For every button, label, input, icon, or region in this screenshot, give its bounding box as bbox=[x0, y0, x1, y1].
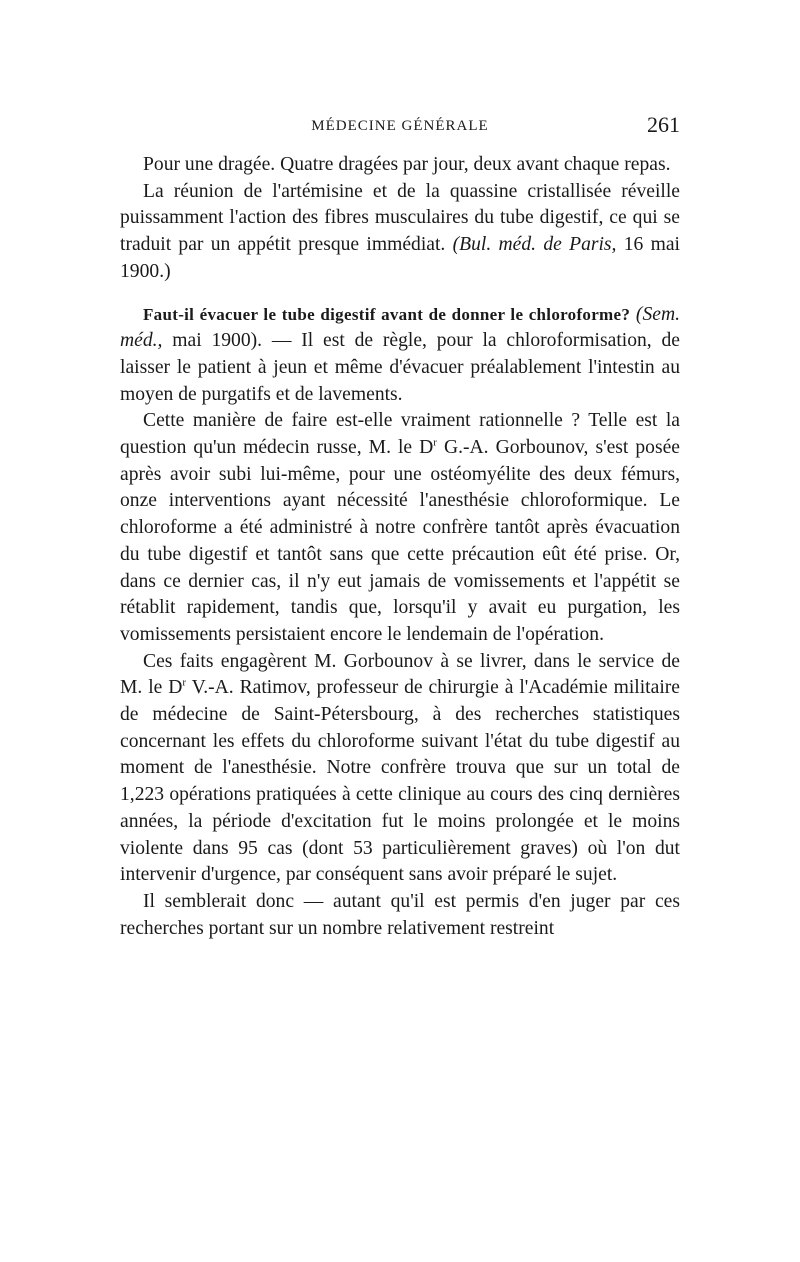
section-intro-text: mai 1900). — Il est de règle, pour la chloroformisation, de laisser le patient à jeun et même d'évacuer préalablement l'intestin au moyen de purgatifs et de lavements. bbox=[120, 330, 680, 405]
paragraph-statistics-a: Ces faits engagèrent M. Gorbounov à se livrer, dans le service de M. le D bbox=[120, 650, 680, 699]
paragraph-statistics-b: V.-A. Ratimov, professeur de chirurgie à l'Académie militaire de médecine de Saint-Pétersbourg, à des recherches statistiques concernant les effets du chloroforme suivant l'état du tube digestif au moment de l'anesthésie. Notre confrère trouva que sur un total de 1,223 opérations pratiquées à cette clinique au cours des cinq dernières années, la période d'excitation fut le moins prolongée et le moins violente dans 95 cas (dont 53 particulièrement graves) où l'on dut intervenir d'urgence, par conséquent sans avoir préparé le sujet. bbox=[120, 677, 680, 886]
paragraph-artemisine bbox=[120, 179, 680, 286]
paragraph-gorbounov-question bbox=[120, 408, 680, 648]
paragraph-statistics bbox=[120, 649, 680, 889]
section-gap bbox=[120, 286, 680, 302]
source-date: 16 mai 1900.) bbox=[120, 234, 680, 282]
doctor-abbrev-sup: r bbox=[182, 676, 187, 689]
paragraph-dosage: Pour une dragée. Quatre dragées par jour, deux avant chaque repas. bbox=[143, 154, 671, 175]
book-page bbox=[120, 110, 680, 942]
page-number: 261 bbox=[647, 112, 680, 137]
section-source-journal: (Sem. méd., bbox=[120, 303, 680, 352]
source-journal: (Bul. méd. de Paris, bbox=[452, 234, 617, 256]
running-title: MÉDECINE GÉNÉRALE bbox=[311, 118, 489, 134]
paragraph-artemisine-text: La réunion de l'artémisine et de la quassine cristallisée réveille puissamment l'action des fibres musculaires du tube digestif, ce qui se traduit par un appétit presque immédiat. bbox=[120, 180, 680, 256]
paragraph-gorbounov-question-a: Cette manière de faire est-elle vraiment rationnelle ? Telle est la question qu'un médecin russe, M. le D bbox=[120, 410, 680, 459]
paragraph-section-intro bbox=[120, 302, 680, 409]
doctor-abbrev-sup: r bbox=[433, 436, 437, 449]
section-title: Faut-il évacuer le tube digestif avant de donner le chloroforme? bbox=[143, 304, 631, 324]
paragraph-gorbounov-question-b: G.-A. Gorbounov, s'est posée après avoir subi lui-même, pour une ostéomyélite des deux fémurs, onze interventions ayant nécessité l'anesthésie chloroformique. Le chloroforme a été administré à notre confrère tantôt après évacuation du tube digestif et tantôt sans que cette précaution eût été prise. Or, dans ce dernier cas, il n'y eut jamais de vomissements et l'appétit se rétablit rapidement, tandis que, lorsqu'il y avait eu purgation, les vomissements persistaient encore le lendemain de l'opération. bbox=[120, 437, 680, 645]
running-head bbox=[120, 110, 680, 146]
paragraph-conclusion: Il semblerait donc — autant qu'il est permis d'en juger par ces recherches portant sur un nombre relativement restreint bbox=[120, 890, 680, 939]
body-text bbox=[120, 152, 680, 942]
